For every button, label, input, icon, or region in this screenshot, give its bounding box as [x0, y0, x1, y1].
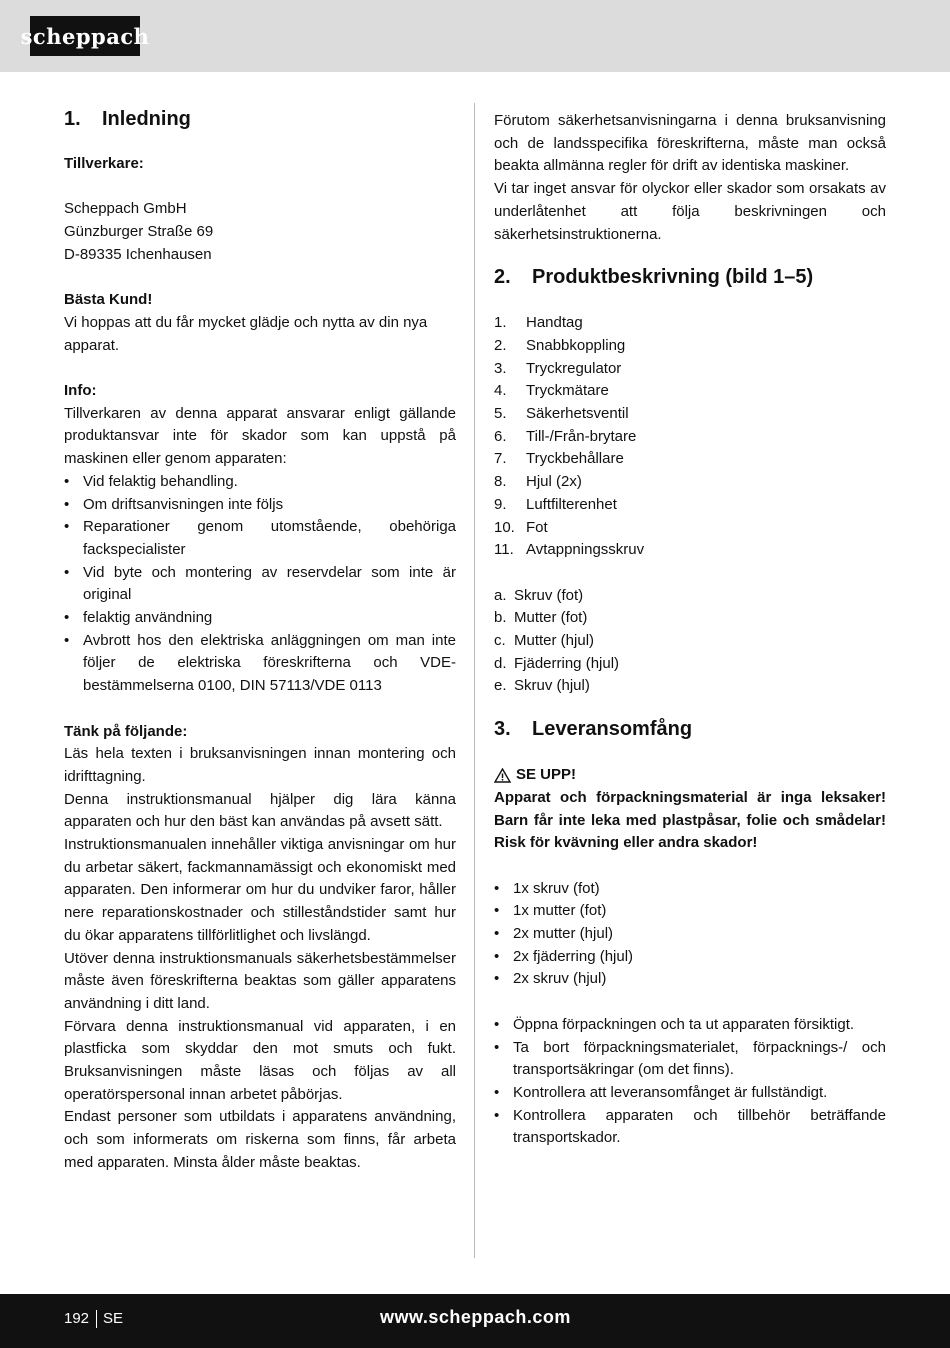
parts-list	[494, 312, 886, 562]
address-line: Scheppach GmbH	[64, 200, 187, 218]
list-item: • Kontrollera apparaten och tillbehör beträffande transportskador.	[494, 1105, 886, 1150]
section-title: Produktbeskrivning (bild 1–5)	[532, 266, 814, 289]
item-label: Tryckregulator	[526, 359, 622, 377]
item-label: Fjäderring (hjul)	[514, 654, 620, 672]
item-label: Avtappningsskruv	[526, 541, 645, 559]
list-item	[494, 653, 886, 676]
list-item	[494, 494, 886, 517]
list-item: • felaktig användning	[64, 607, 456, 630]
item-label: Luftfilterenhet	[526, 495, 617, 513]
list-item	[494, 585, 886, 608]
column-divider	[474, 103, 475, 1258]
item-label: Mutter (hjul)	[514, 632, 595, 650]
header-bar	[0, 0, 950, 72]
item-number: 5.	[494, 405, 507, 423]
scheppach-logo: scheppach	[30, 16, 140, 56]
list-item	[494, 607, 886, 630]
warning-text: Apparat och förpackningsmaterial är inga leksaker! Barn får inte leka med plastpåsar, folie och smådelar! Risk för kvävning eller andra skador!	[494, 788, 886, 852]
consider-paragraph: Utöver denna instruktionsmanuals säkerhetsbestämmelser måste även föreskrifterna beaktas som gäller apparatens användning i ditt land.	[64, 949, 456, 1012]
item-label: Snabbkoppling	[526, 336, 626, 354]
item-label: Handtag	[526, 314, 583, 332]
item-label: Skruv (fot)	[514, 586, 584, 604]
consider-paragraph: Läs hela texten i bruksanvisningen innan montering och idrifttagning.	[64, 745, 456, 785]
item-number: 2.	[494, 336, 507, 354]
consider-paragraph: Instruktionsmanualen innehåller viktiga anvisningar om hur du arbetar säkert, fackmannamässigt och ekonomiskt med apparaten. Den informerar om hur du undviker faror, håller nere reparationskostnader och stilleståndstider samt hur du ökar apparatens tillförlitlighet och livslängd.	[64, 836, 456, 944]
consider-label: Tänk på följande:	[64, 722, 188, 740]
list-item: • 2x skruv (hjul)	[494, 968, 886, 991]
info-label: Info:	[64, 381, 97, 399]
item-number: 1.	[494, 314, 507, 332]
warning-heading	[494, 764, 886, 787]
list-item: • Öppna förpackningen och ta ut apparaten försiktigt.	[494, 1014, 886, 1037]
scope-list	[494, 878, 886, 992]
list-item	[494, 539, 886, 562]
list-item	[494, 358, 886, 381]
list-item: • Reparationer genom utomstående, obehöriga fackspecialister	[64, 516, 456, 561]
section-title: Leveransomfång	[532, 718, 693, 741]
consider-paragraph: Denna instruktionsmanual hjälper dig lära känna apparaten och hur den bäst kan användas på avsett sätt.	[64, 790, 456, 831]
section-number: 3.	[494, 718, 511, 741]
list-item	[494, 380, 886, 403]
list-item	[494, 630, 886, 653]
item-label: Hjul (2x)	[526, 473, 582, 491]
item-label: Skruv (hjul)	[514, 677, 590, 695]
list-item: • 2x mutter (hjul)	[494, 923, 886, 946]
consider-paragraph: Förvara denna instruktionsmanual vid apparaten, i en plastficka som skyddar den mot smuts och fukt. Bruksanvisningen måste läsas och följas av all operatörspersonal innan arbetet påbörjas.	[64, 1017, 456, 1103]
manufacturer-label: Tillverkare:	[64, 155, 144, 172]
footer-bar	[0, 1294, 950, 1348]
section-number: 1.	[64, 108, 81, 130]
list-item	[494, 403, 886, 426]
footer-separator	[96, 1310, 97, 1328]
item-label: Fot	[526, 518, 548, 536]
list-item: • Om driftsanvisningen inte följs	[64, 494, 456, 517]
item-number: 3.	[494, 359, 507, 377]
list-item: • Vid byte och montering av reservdelar som inte är original	[64, 562, 456, 607]
section-2-heading	[494, 266, 886, 288]
list-item	[494, 448, 886, 471]
consider-paragraph: Endast personer som utbildats i apparatens användning, och som informerats om riskerna som finns, får arbeta med apparaten. Minsta ålder måste beaktas.	[64, 1108, 456, 1171]
small-parts-list	[494, 585, 886, 699]
section-1-heading	[64, 108, 456, 130]
section-3-heading	[494, 718, 886, 740]
item-number: 10.	[494, 518, 515, 536]
info-bullet-list	[64, 471, 456, 698]
item-letter: b.	[494, 609, 507, 627]
list-item	[494, 675, 886, 698]
item-label: Säkerhetsventil	[526, 405, 629, 423]
list-item: • Kontrollera att leveransomfånget är fullständigt.	[494, 1082, 886, 1105]
item-number: 9.	[494, 495, 507, 513]
list-item: • 2x fjäderring (hjul)	[494, 946, 886, 969]
section-number: 2.	[494, 266, 511, 289]
item-number: 6.	[494, 427, 507, 445]
item-label: Mutter (fot)	[514, 609, 588, 627]
intro-paragraph: Vi tar inget ansvar för olyckor eller skador som orsakats av underlåtenhet att följa beskrivningen och säkerhetsinstruktionerna.	[494, 180, 886, 243]
warning-label: SE UPP!	[516, 766, 577, 784]
list-item: • 1x skruv (fot)	[494, 878, 886, 901]
page-number: 192	[64, 1310, 90, 1327]
left-column	[64, 110, 456, 1175]
dear-customer-label: Bästa Kund!	[64, 291, 153, 309]
item-label: Till-/Från-brytare	[526, 427, 637, 445]
list-item	[494, 335, 886, 358]
dear-customer-text: Vi hoppas att du får mycket glädje och nytta av din nya apparat.	[64, 313, 428, 354]
list-item: • Vid felaktig behandling.	[64, 471, 456, 494]
item-number: 4.	[494, 382, 507, 400]
list-item: • Ta bort förpackningsmaterialet, förpacknings-/ och transportsäkringar (om det finns).	[494, 1037, 886, 1082]
list-item	[494, 426, 886, 449]
item-number: 8.	[494, 473, 507, 491]
address-line: D-89335 Ichenhausen	[64, 245, 212, 263]
item-letter: e.	[494, 677, 507, 695]
item-letter: c.	[494, 632, 506, 650]
unpack-steps-list	[494, 1014, 886, 1150]
item-number: 11.	[494, 541, 514, 559]
address-line: Günzburger Straße 69	[64, 223, 214, 241]
website-link[interactable]: www.scheppach.com	[380, 1307, 571, 1327]
language-code: SE	[103, 1310, 124, 1327]
item-letter: d.	[494, 654, 507, 672]
item-label: Tryckbehållare	[526, 450, 624, 468]
list-item: • Avbrott hos den elektriska anläggningen om man inte följer de elektriska föreskrifterna och VDE-bestämmelserna 0100, DIN 57113/VDE 0113	[64, 630, 456, 698]
list-item	[494, 471, 886, 494]
warning-triangle-icon	[494, 768, 511, 783]
list-item	[494, 517, 886, 540]
list-item	[494, 312, 886, 335]
item-label: Tryckmätare	[526, 382, 609, 400]
right-column	[494, 110, 886, 1150]
section-title: Inledning	[102, 108, 191, 130]
intro-paragraph: Förutom säkerhetsanvisningarna i denna bruksanvisning och de landsspecifika föreskrifterna, måste man också beakta allmänna regler för drift av identiska maskiner.	[494, 112, 886, 175]
info-text: Tillverkaren av denna apparat ansvarar enligt gällande produktansvar inte för skador som kan uppstå på maskinen eller genom apparaten:	[64, 404, 456, 468]
item-letter: a.	[494, 586, 507, 604]
item-number: 7.	[494, 450, 507, 468]
list-item: • 1x mutter (fot)	[494, 900, 886, 923]
